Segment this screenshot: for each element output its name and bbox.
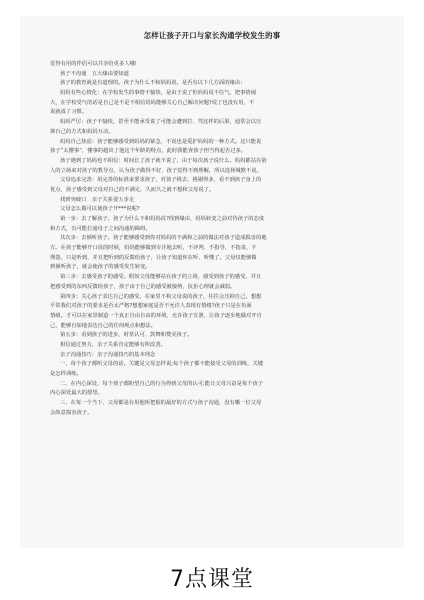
- document-title: 怎样让孩子开口与家长沟通学校发生的事: [143, 31, 281, 40]
- text-line: 方。在孩子能够开口说的时候，妈妈能够做到专注地去听，不评判、不指导、不指责、不: [50, 245, 257, 252]
- text-line: 是怎样训练。: [50, 371, 82, 377]
- text-line: 一、每个孩子都听父母的话。关键是父母怎样说;每个孩子都不能接受父母的训练，关键: [60, 361, 264, 368]
- text-line: 孩子“太懂事”，懂事的超出了他这个年龄的特点，此时我能查孩子担当得起否过多。: [50, 148, 247, 155]
- document-page: [20, 16, 404, 548]
- text-line: 找到突破口 亲子关系要五步走: [60, 196, 135, 203]
- document-body: [50, 60, 388, 418]
- text-line: 内心深处最大的愿望。: [50, 390, 103, 397]
- text-line: 会故意损害孩子。: [50, 409, 93, 416]
- text-line: 其次步：去倾听孩子。孩子能够感受到你对妈妈的不满和之前的做法对孩子造成损害的地: [60, 235, 267, 242]
- text-line: 孩子遇到了妈妈也不相信：时间长了孩子就不说了，由于每次孩子说什么，妈妈都站在别: [60, 157, 267, 164]
- text-line: 亲子沟通技巧：亲子沟通技巧的基本理念: [60, 351, 156, 358]
- text-line: 情绪。才可以在家里制造一个真正自由自由的环境，允许孩子宣泄，让孩子逐步地做对开自: [50, 312, 262, 319]
- text-line: 二、在内心深处，每个孩子都盼望自己的行为得到父母的认可;能让父母兴奋是每个孩子: [60, 380, 264, 387]
- text-line: 第五步：看到孩子的进步，时常认可、鼓舞和赞美孩子。: [60, 332, 193, 339]
- text-line: 妈妈自己焦虑：孩子能够感受到妈妈的紧急，不说也是爱护妈妈的一种方式。这只能说: [60, 138, 262, 145]
- text-line: 父母追求完善：用完善的标准来要求孩子，对孩子挑去、挑剔得多，看不到孩子身上的: [60, 177, 262, 184]
- text-line: 己，能够自如地表达自己的任何观点和想法。: [50, 322, 156, 329]
- text-line: 和方式，有可能打通母子之间沟通的障碍。: [50, 225, 151, 232]
- text-line: 妈妈严厉：孩子不愉快，甚至不能承受说了可能会遭到打、骂这样的后果，通常会以压: [60, 119, 262, 126]
- text-line: 大，在学校受气的话是自己是不是不相信妈妈能够关心自己解决问题?说了也没有用，不: [50, 99, 255, 106]
- watermark-brand: 7点课堂: [170, 567, 254, 592]
- text-line: 优点，孩子感受到父母对自己的不满足，久而久之就不想和父母说了。: [50, 186, 215, 193]
- text-line: 父母怎么做可以使孩子开***说呢?: [60, 206, 140, 213]
- text-line: 抑自己的方式和妈妈互动。: [50, 128, 114, 135]
- text-line: 相信通过努力，亲子关系肯定能够有所改善。: [60, 341, 166, 348]
- text-line: 平常我们对孩子的要求是否太严格?想想家庭是否不允许人表现有情绪?孩子只是在负面: [50, 303, 252, 310]
- text-line: 孩子的教育就是有道理的。孩子为什么不和妈妈说，是否有以下几方面的缘由：: [60, 80, 246, 87]
- text-line: 人的立场来对孩子的教导点，认为孩子做得不好，孩子觉得不到理解，所以选择城默不说。: [50, 167, 262, 174]
- text-line: 觉得有用的伴侣可以共享给更多人哦!: [50, 61, 137, 67]
- text-line: 说就成了习惯。: [50, 109, 88, 116]
- text-line: 第四步：关心孩子表达自己的感受。在家里不和父母说的孩子，往往会压抑自己。想想: [60, 293, 262, 300]
- text-line: 把感受到的东西反馈给孩子，孩子由于自己的感受被接纳，抗拒心理就会减弱。: [50, 283, 236, 290]
- text-line: 第一步：去了解孩子。孩子为什么不和妈妈说?找到缘由，妈妈转变之前对待孩子的态度: [60, 216, 265, 222]
- text-line: 到倾听孩子，就会使孩子的感受发生转变。: [50, 264, 151, 271]
- text-line: 妈妈有些心情化：在学校发生的事情不愉快，是由于说了怕妈妈说不住气，把事情闹: [60, 90, 256, 97]
- text-line: 孩子不沟通 五大缘由要知道: [60, 70, 129, 77]
- text-line: 三、在每一个当下，父母都是在用他所把握的最好的方式与孩子沟通，没有哪一位父母: [60, 400, 262, 407]
- text-line: 第三步：去感受孩子的感受。假如父母能够站在孩子的立场，感受到孩子的感受，并且: [60, 274, 262, 281]
- text-line: 埋怨，只是听到，并且把听到的反馈给孩子，让孩子知道你在听、听懂了。父母仅能够做: [50, 254, 257, 261]
